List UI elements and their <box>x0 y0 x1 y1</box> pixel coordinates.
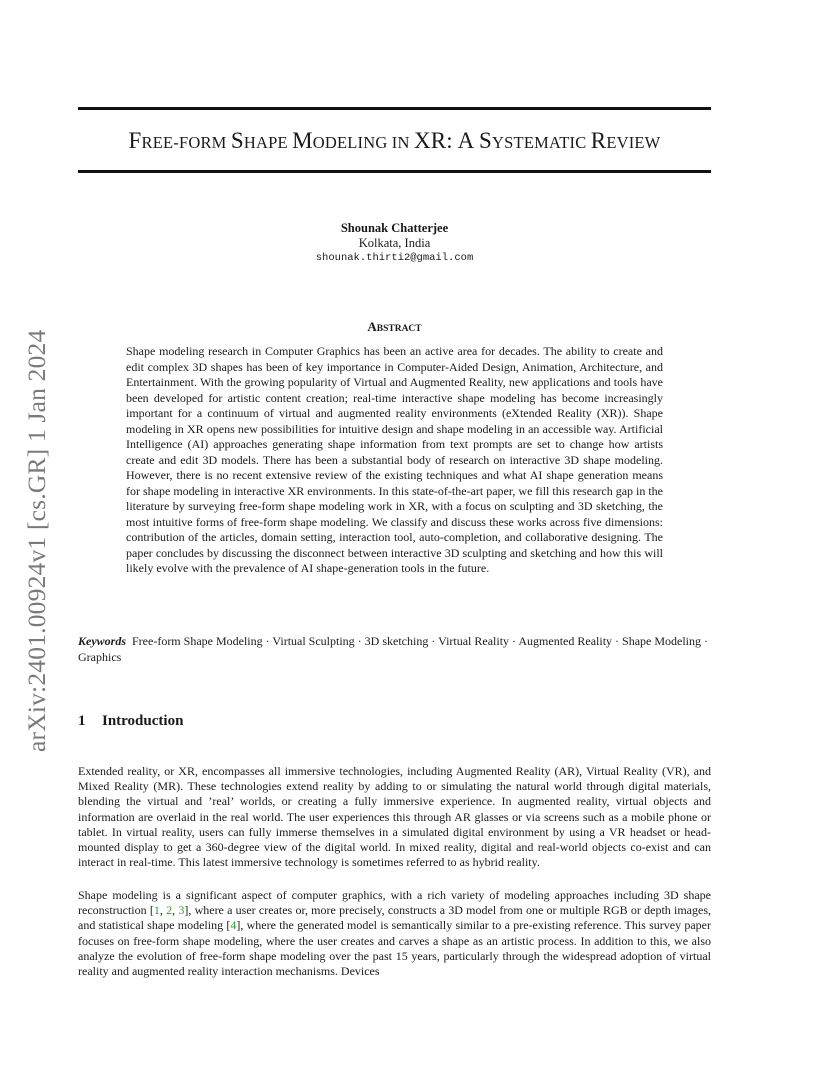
abstract-heading-sc: BSTRACT <box>376 324 422 334</box>
citation-link[interactable]: 2 <box>166 903 173 918</box>
paragraph-text: , <box>159 903 167 918</box>
title-bottom-rule <box>78 170 711 173</box>
author-affiliation: Kolkata, India <box>358 236 431 250</box>
title-part: R <box>590 128 607 153</box>
citation-link[interactable]: 3 <box>178 903 185 918</box>
arxiv-side-stamp: arXiv:2401.00924v1 [cs.GR] 1 Jan 2024 <box>22 329 51 752</box>
keywords <box>78 633 711 665</box>
citation-link[interactable]: 1 <box>153 903 160 918</box>
paragraph-text: , <box>172 903 179 918</box>
author-block <box>78 221 711 266</box>
title-part: A S <box>457 128 493 153</box>
author-email[interactable]: shounak.thirti2@gmail.com <box>315 252 474 264</box>
title-part: ODELING IN <box>312 133 414 152</box>
paragraph-text: ], where the generated model is semantically similar to a pre-existing reference. This survey paper focuses on free-form shape modeling, where the user creates and carves a shape as an artistic process. In addition to this, we also analyze the evolution of free-form shape modeling over the past 15 years, particularly through the widespread adoption of virtual reality and augmented reality interaction mechanisms. Devices <box>78 918 711 979</box>
paper-title <box>78 128 711 154</box>
abstract-heading-cap: A <box>367 319 377 334</box>
body-paragraph: Extended reality, or XR, encompasses all immersive technologies, including Augmented Reality (AR), Virtual Reality (VR), and Mixed Reality (MR). These technologies extend reality by adding to or simulating the natural world through digital materials, blending the virtual and ’real’ worlds, or creating a fully immersive experience. In augmented reality, virtual objects and information are overlaid in the real world. The user experiences this through AR glasses or via screens such as a mobile phone or tablet. In virtual reality, users can fully immerse themselves in a simulated digital environment by using a VR headset or head-mounted display to get a 360-degree view of the digital world. In mixed reality, digital and real-world objects co-exist and can interact in real-time. This latest immersive technology is sometimes referred to as hybrid reality. <box>78 764 711 870</box>
abstract-heading <box>78 319 711 335</box>
body-paragraph <box>78 888 711 979</box>
keywords-label: Keywords <box>78 634 126 648</box>
title-part: XR: <box>413 128 458 153</box>
title-part: EVIEW <box>606 133 661 152</box>
title-top-rule <box>78 107 711 110</box>
title-part: M <box>292 128 313 153</box>
section-title: Introduction <box>102 713 184 729</box>
paragraph-text: Shape modeling is a significant aspect of computer graphics, with a rich variety of modeling approaches including 3D shape reconstruction [ <box>78 888 711 918</box>
section-heading <box>78 713 183 730</box>
title-part: S <box>230 128 244 153</box>
abstract-text: Shape modeling research in Computer Graphics has been an active area for decades. The ability to create and edit complex 3D shapes has been of key importance in Computer-Aided Design, Animation, Architecture, and Entertainment. With the growing popularity of Virtual and Augmented Reality, new applications and tools have been developed for artistic content creation; real-time interactive shape modeling has become increasingly important for a continuum of virtual and augmented reality environments (eXtended Reality (XR)). Shape modeling in XR opens new possibilities for intuitive design and shape modeling in an accessible way. Artificial Intelligence (AI) approaches generating shape information from text prompts are set to change how artists create and edit 3D models. There has been a substantial body of research on interactive 3D shape modeling. However, there is no recent extensive review of the existing techniques and what AI shape generation means for shape modeling in interactive XR environments. In this state-of-the-art paper, we fill this research gap in the literature by surveying free-form shape modeling work in XR, with a focus on sculpting and 3D sketching, the most intuitive forms of free-form shape modeling. We classify and discuss these works across five dimensions: contribution of the articles, domain setting, interaction tool, auto-completion, and collaborative designing. The paper concludes by discussing the disconnect between interactive 3D sculpting and sketching and how this will likely evolve with the prevalence of AI shape-generation tools in the future. <box>126 344 664 575</box>
section-number: 1 <box>78 713 86 729</box>
title-part: HAPE <box>243 133 293 152</box>
citation-link[interactable]: 4 <box>230 918 237 933</box>
title-part: YSTEMATIC <box>492 133 591 152</box>
title-part: REE-FORM <box>141 133 231 152</box>
author-name: Shounak Chatterjee <box>340 221 449 235</box>
paragraph-text: ], where a user creates or, more precisely, constructs a 3D model from one or multiple RGB or depth images, and statistical shape modeling [ <box>78 903 712 933</box>
keywords-text: Free-form Shape Modeling · Virtual Sculpting · 3D sketching · Virtual Reality · Augmented Reality · Shape Modeling · Graphics <box>78 634 709 664</box>
title-part: F <box>128 128 142 153</box>
